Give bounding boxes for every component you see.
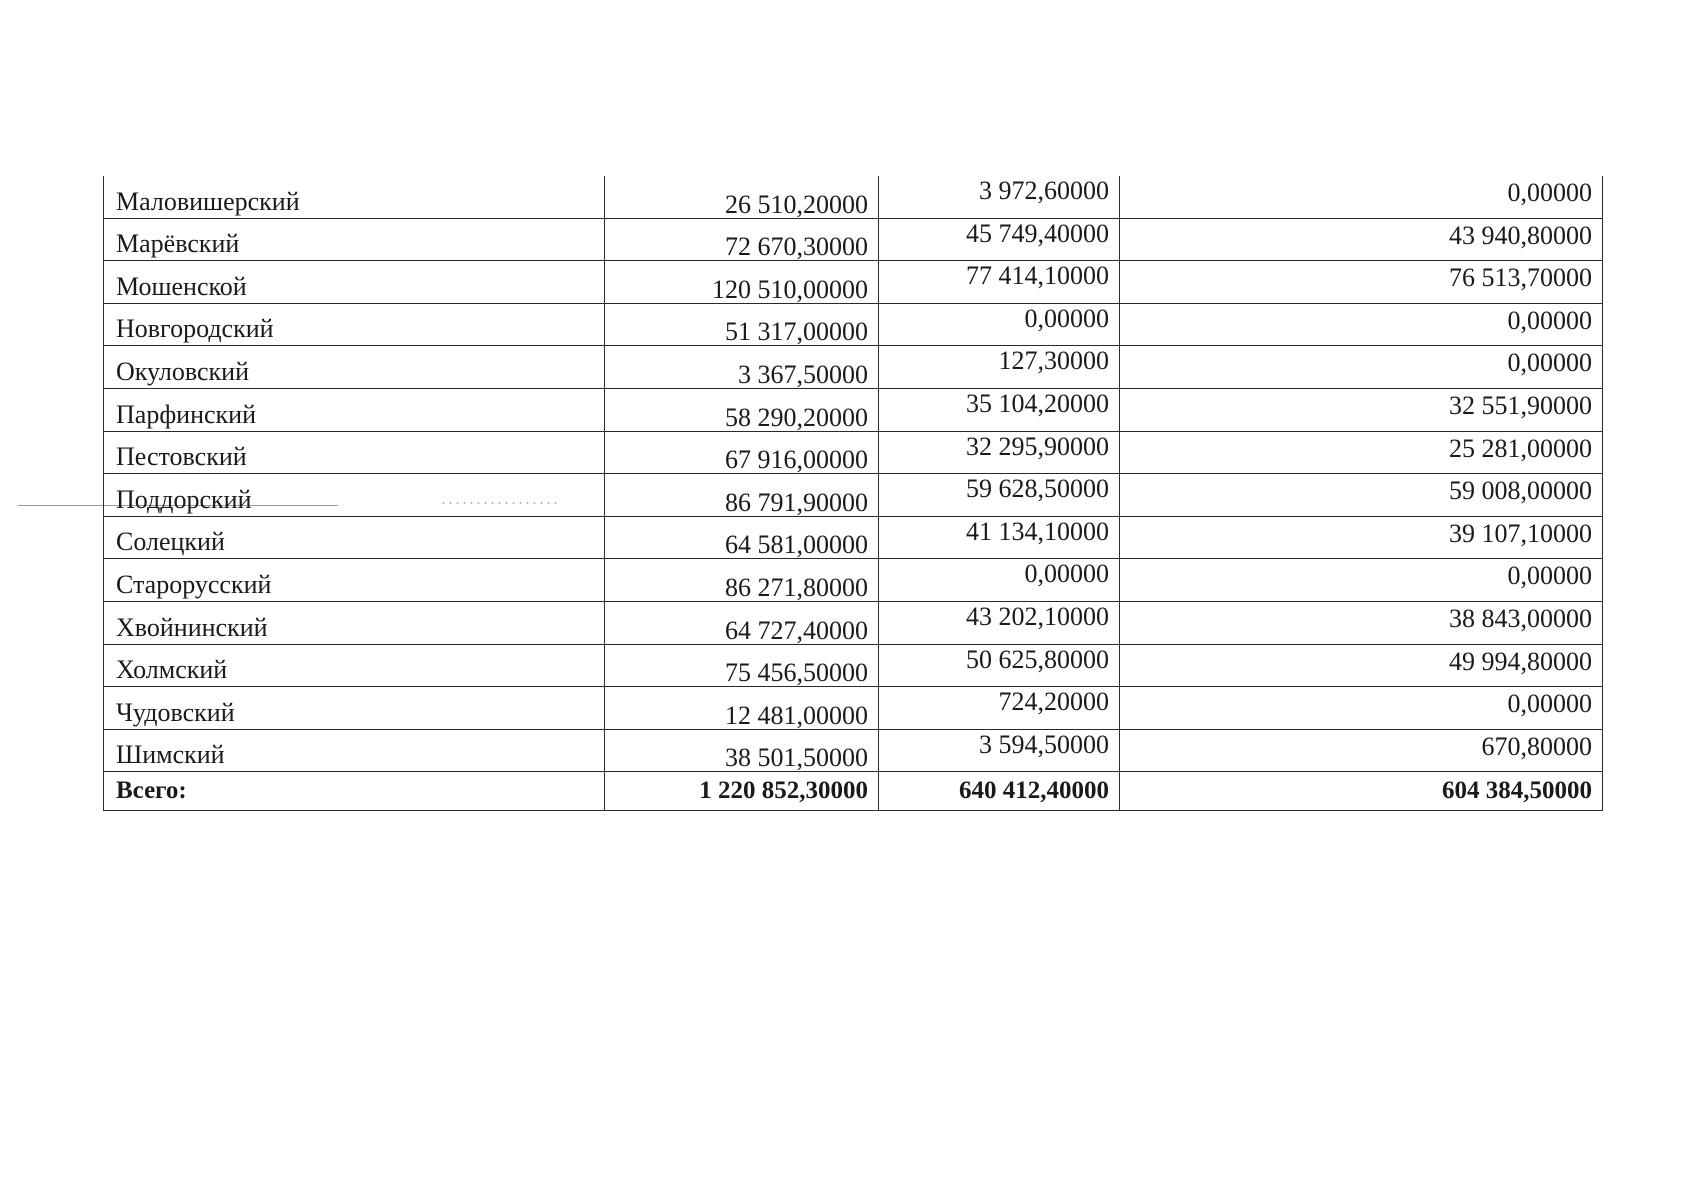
value-cell-col2: 0,00000 (879, 303, 1120, 346)
table-row (104, 346, 1603, 389)
district-name-cell: Маловишерский (104, 176, 605, 218)
table-row (104, 303, 1603, 346)
value-cell-col3: 39 107,10000 (1120, 516, 1603, 559)
value-cell-col1: 75 456,50000 (605, 644, 879, 687)
table-row (104, 388, 1603, 431)
value-cell-col2: 3 594,50000 (879, 729, 1120, 772)
table-row (104, 176, 1603, 218)
district-name-cell: Поддорский (104, 474, 605, 517)
value-cell-col2: 77 414,10000 (879, 261, 1120, 304)
value-cell-col3: 38 843,00000 (1120, 601, 1603, 644)
value-cell-col3: 0,00000 (1120, 687, 1603, 730)
value-cell-col1: 64 727,40000 (605, 601, 879, 644)
value-cell-col3: 0,00000 (1120, 303, 1603, 346)
value-cell-col1: 86 271,80000 (605, 559, 879, 602)
value-cell-col1: 12 481,00000 (605, 687, 879, 730)
value-cell-col3: 76 513,70000 (1120, 261, 1603, 304)
table-body (104, 176, 1603, 810)
district-name-cell: Солецкий (104, 516, 605, 559)
table-row (104, 516, 1603, 559)
value-cell-col1: 67 916,00000 (605, 431, 879, 474)
value-cell-col1: 120 510,00000 (605, 261, 879, 304)
table-row (104, 474, 1603, 517)
value-cell-col1: 64 581,00000 (605, 516, 879, 559)
value-cell-col2: 127,30000 (879, 346, 1120, 389)
district-name-cell: Холмский (104, 644, 605, 687)
value-cell-col3: 43 940,80000 (1120, 218, 1603, 261)
value-cell-col3: 59 008,00000 (1120, 474, 1603, 517)
total-label-cell: Всего: (104, 772, 605, 811)
district-name-cell: Парфинский (104, 388, 605, 431)
value-cell-col1: 26 510,20000 (605, 176, 879, 218)
district-name-cell: Новгородский (104, 303, 605, 346)
value-cell-col1: 3 367,50000 (605, 346, 879, 389)
total-value-col1: 1 220 852,30000 (605, 772, 879, 811)
value-cell-col3: 0,00000 (1120, 176, 1603, 218)
value-cell-col2: 59 628,50000 (879, 474, 1120, 517)
value-cell-col2: 32 295,90000 (879, 431, 1120, 474)
value-cell-col3: 670,80000 (1120, 729, 1603, 772)
district-values-table (103, 176, 1603, 811)
district-name-cell: Марёвский (104, 218, 605, 261)
value-cell-col2: 43 202,10000 (879, 601, 1120, 644)
value-cell-col3: 49 994,80000 (1120, 644, 1603, 687)
value-cell-col3: 32 551,90000 (1120, 388, 1603, 431)
value-cell-col2: 50 625,80000 (879, 644, 1120, 687)
value-cell-col1: 58 290,20000 (605, 388, 879, 431)
total-value-col2: 640 412,40000 (879, 772, 1120, 811)
value-cell-col1: 72 670,30000 (605, 218, 879, 261)
table-row (104, 431, 1603, 474)
value-cell-col3: 25 281,00000 (1120, 431, 1603, 474)
value-cell-col2: 35 104,20000 (879, 388, 1120, 431)
value-cell-col1: 86 791,90000 (605, 474, 879, 517)
total-row (104, 772, 1603, 811)
district-name-cell: Шимский (104, 729, 605, 772)
district-name-cell: Пестовский (104, 431, 605, 474)
table-row (104, 559, 1603, 602)
district-name-cell: Мошенской (104, 261, 605, 304)
value-cell-col2: 724,20000 (879, 687, 1120, 730)
table-row (104, 601, 1603, 644)
district-name-cell: Окуловский (104, 346, 605, 389)
value-cell-col3: 0,00000 (1120, 346, 1603, 389)
value-cell-col2: 0,00000 (879, 559, 1120, 602)
value-cell-col2: 3 972,60000 (879, 176, 1120, 218)
table-row (104, 261, 1603, 304)
district-name-cell: Старорусский (104, 559, 605, 602)
district-name-cell: Хвойнинский (104, 601, 605, 644)
table-row (104, 687, 1603, 730)
value-cell-col1: 51 317,00000 (605, 303, 879, 346)
table-row (104, 218, 1603, 261)
value-cell-col1: 38 501,50000 (605, 729, 879, 772)
table-row (104, 729, 1603, 772)
district-name-cell: Чудовский (104, 687, 605, 730)
value-cell-col3: 0,00000 (1120, 559, 1603, 602)
table-row (104, 644, 1603, 687)
value-cell-col2: 45 749,40000 (879, 218, 1120, 261)
total-value-col3: 604 384,50000 (1120, 772, 1603, 811)
value-cell-col2: 41 134,10000 (879, 516, 1120, 559)
